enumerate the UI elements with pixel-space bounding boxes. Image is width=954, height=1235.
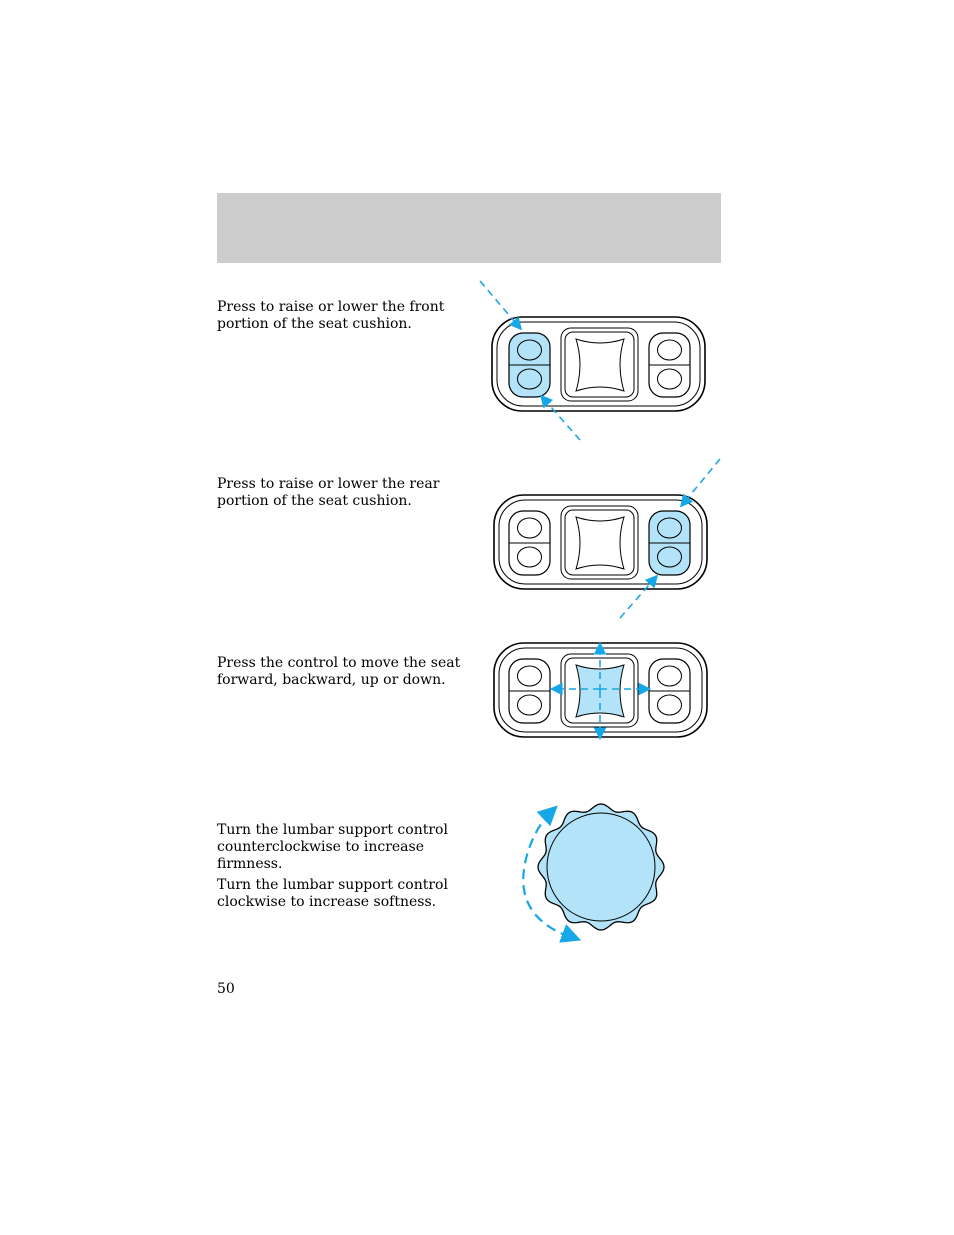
seat-movement-instructions: Press the control to move the seat forward, backward, up or down. [217,655,461,688]
front-cushion-instructions: Press to raise or lower the front portion of the seat cushion. [217,299,445,332]
lumbar-knob-icon [505,795,675,950]
page-number: 50 [217,981,235,997]
lumbar-firmness-instructions: Turn the lumbar support control counterclockwise to increase firmness. [217,822,448,872]
seat-switch-rear-icon [470,455,730,625]
rear-cushion-instructions: Press to raise or lower the rear portion of the seat cushion. [217,476,440,509]
seat-switch-front-icon [470,275,730,450]
section-header-band [217,193,721,263]
lumbar-softness-instructions: Turn the lumbar support control clockwise to increase softness. [217,877,448,910]
seat-switch-center-icon [470,635,730,745]
